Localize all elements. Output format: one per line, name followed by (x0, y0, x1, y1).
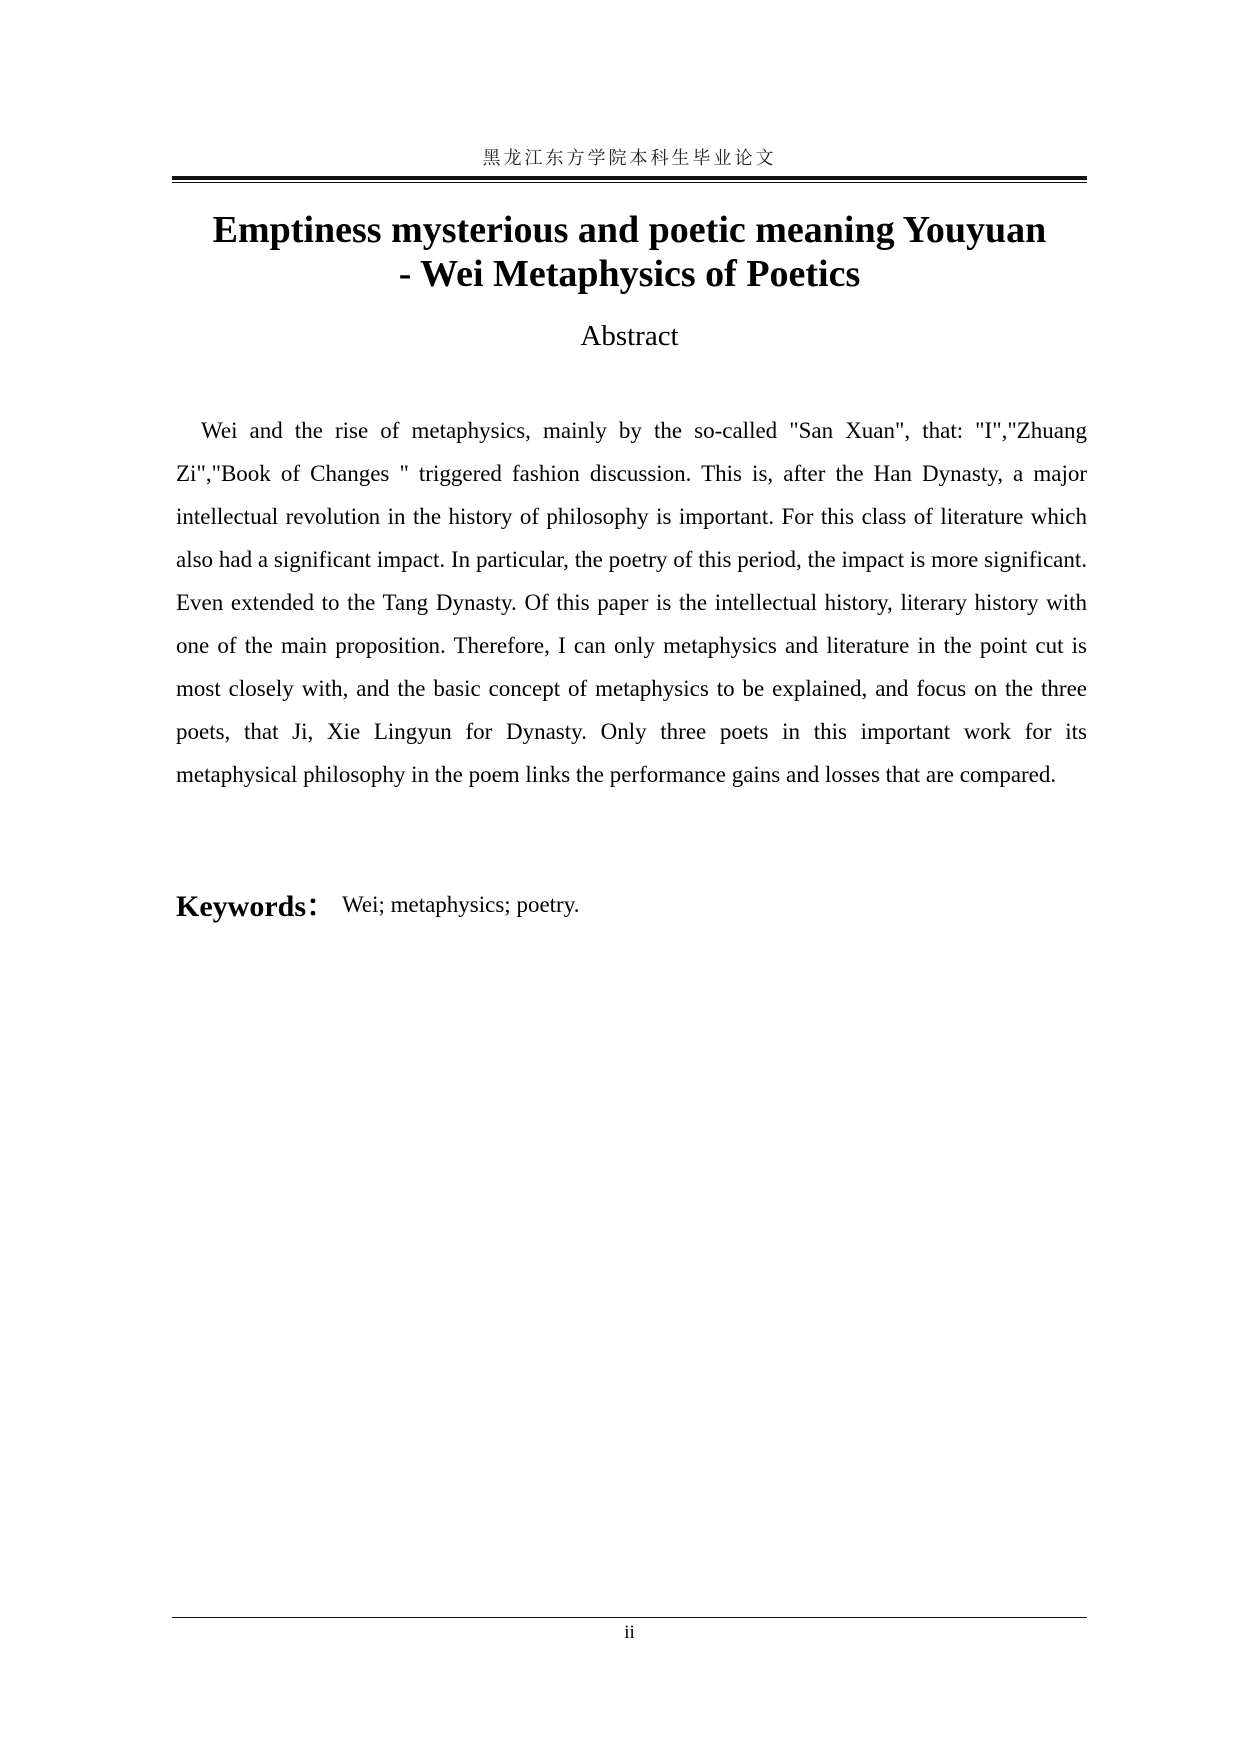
paper-title-line-2: - Wei Metaphysics of Poetics (398, 253, 861, 295)
paper-title-line-1: Emptiness mysterious and poetic meaning Youyuan (212, 209, 1047, 251)
paper-title (172, 208, 1087, 296)
running-header: 黑龙江东方学院本科生毕业论文 (482, 148, 777, 169)
keywords-value: Wei; metaphysics; poetry. (342, 892, 580, 917)
header-rule-thin (172, 182, 1087, 183)
abstract-body: Wei and the rise of metaphysics, mainly by the so-called "San Xuan", that: "I","Zhuang Zi","Book of Changes " triggered fashion discussion. This is, after the Han Dynasty, a major intellectual revolution in the history of philosophy is important. For this class of literature which also had a significant impact. In particular, the poetry of this period, the impact is more significant. Even extended to the Tang Dynasty. Of this paper is the intellectual history, literary history with one of the main proposition. Therefore, I can only metaphysics and literature in the point cut is most closely with, and the basic concept of metaphysics to be explained, and focus on the three poets, that Ji, Xie Lingyun for Dynasty. Only three poets in this important work for its metaphysical philosophy in the poem links the performance gains and losses that are compared. (176, 418, 1087, 787)
keywords-line (176, 885, 1087, 932)
footer-rule (172, 1617, 1087, 1618)
page-number: ii (624, 1622, 635, 1643)
header-rule-thick (172, 176, 1087, 180)
abstract-heading: Abstract (580, 320, 679, 352)
keywords-label: Keywords： (176, 890, 336, 923)
